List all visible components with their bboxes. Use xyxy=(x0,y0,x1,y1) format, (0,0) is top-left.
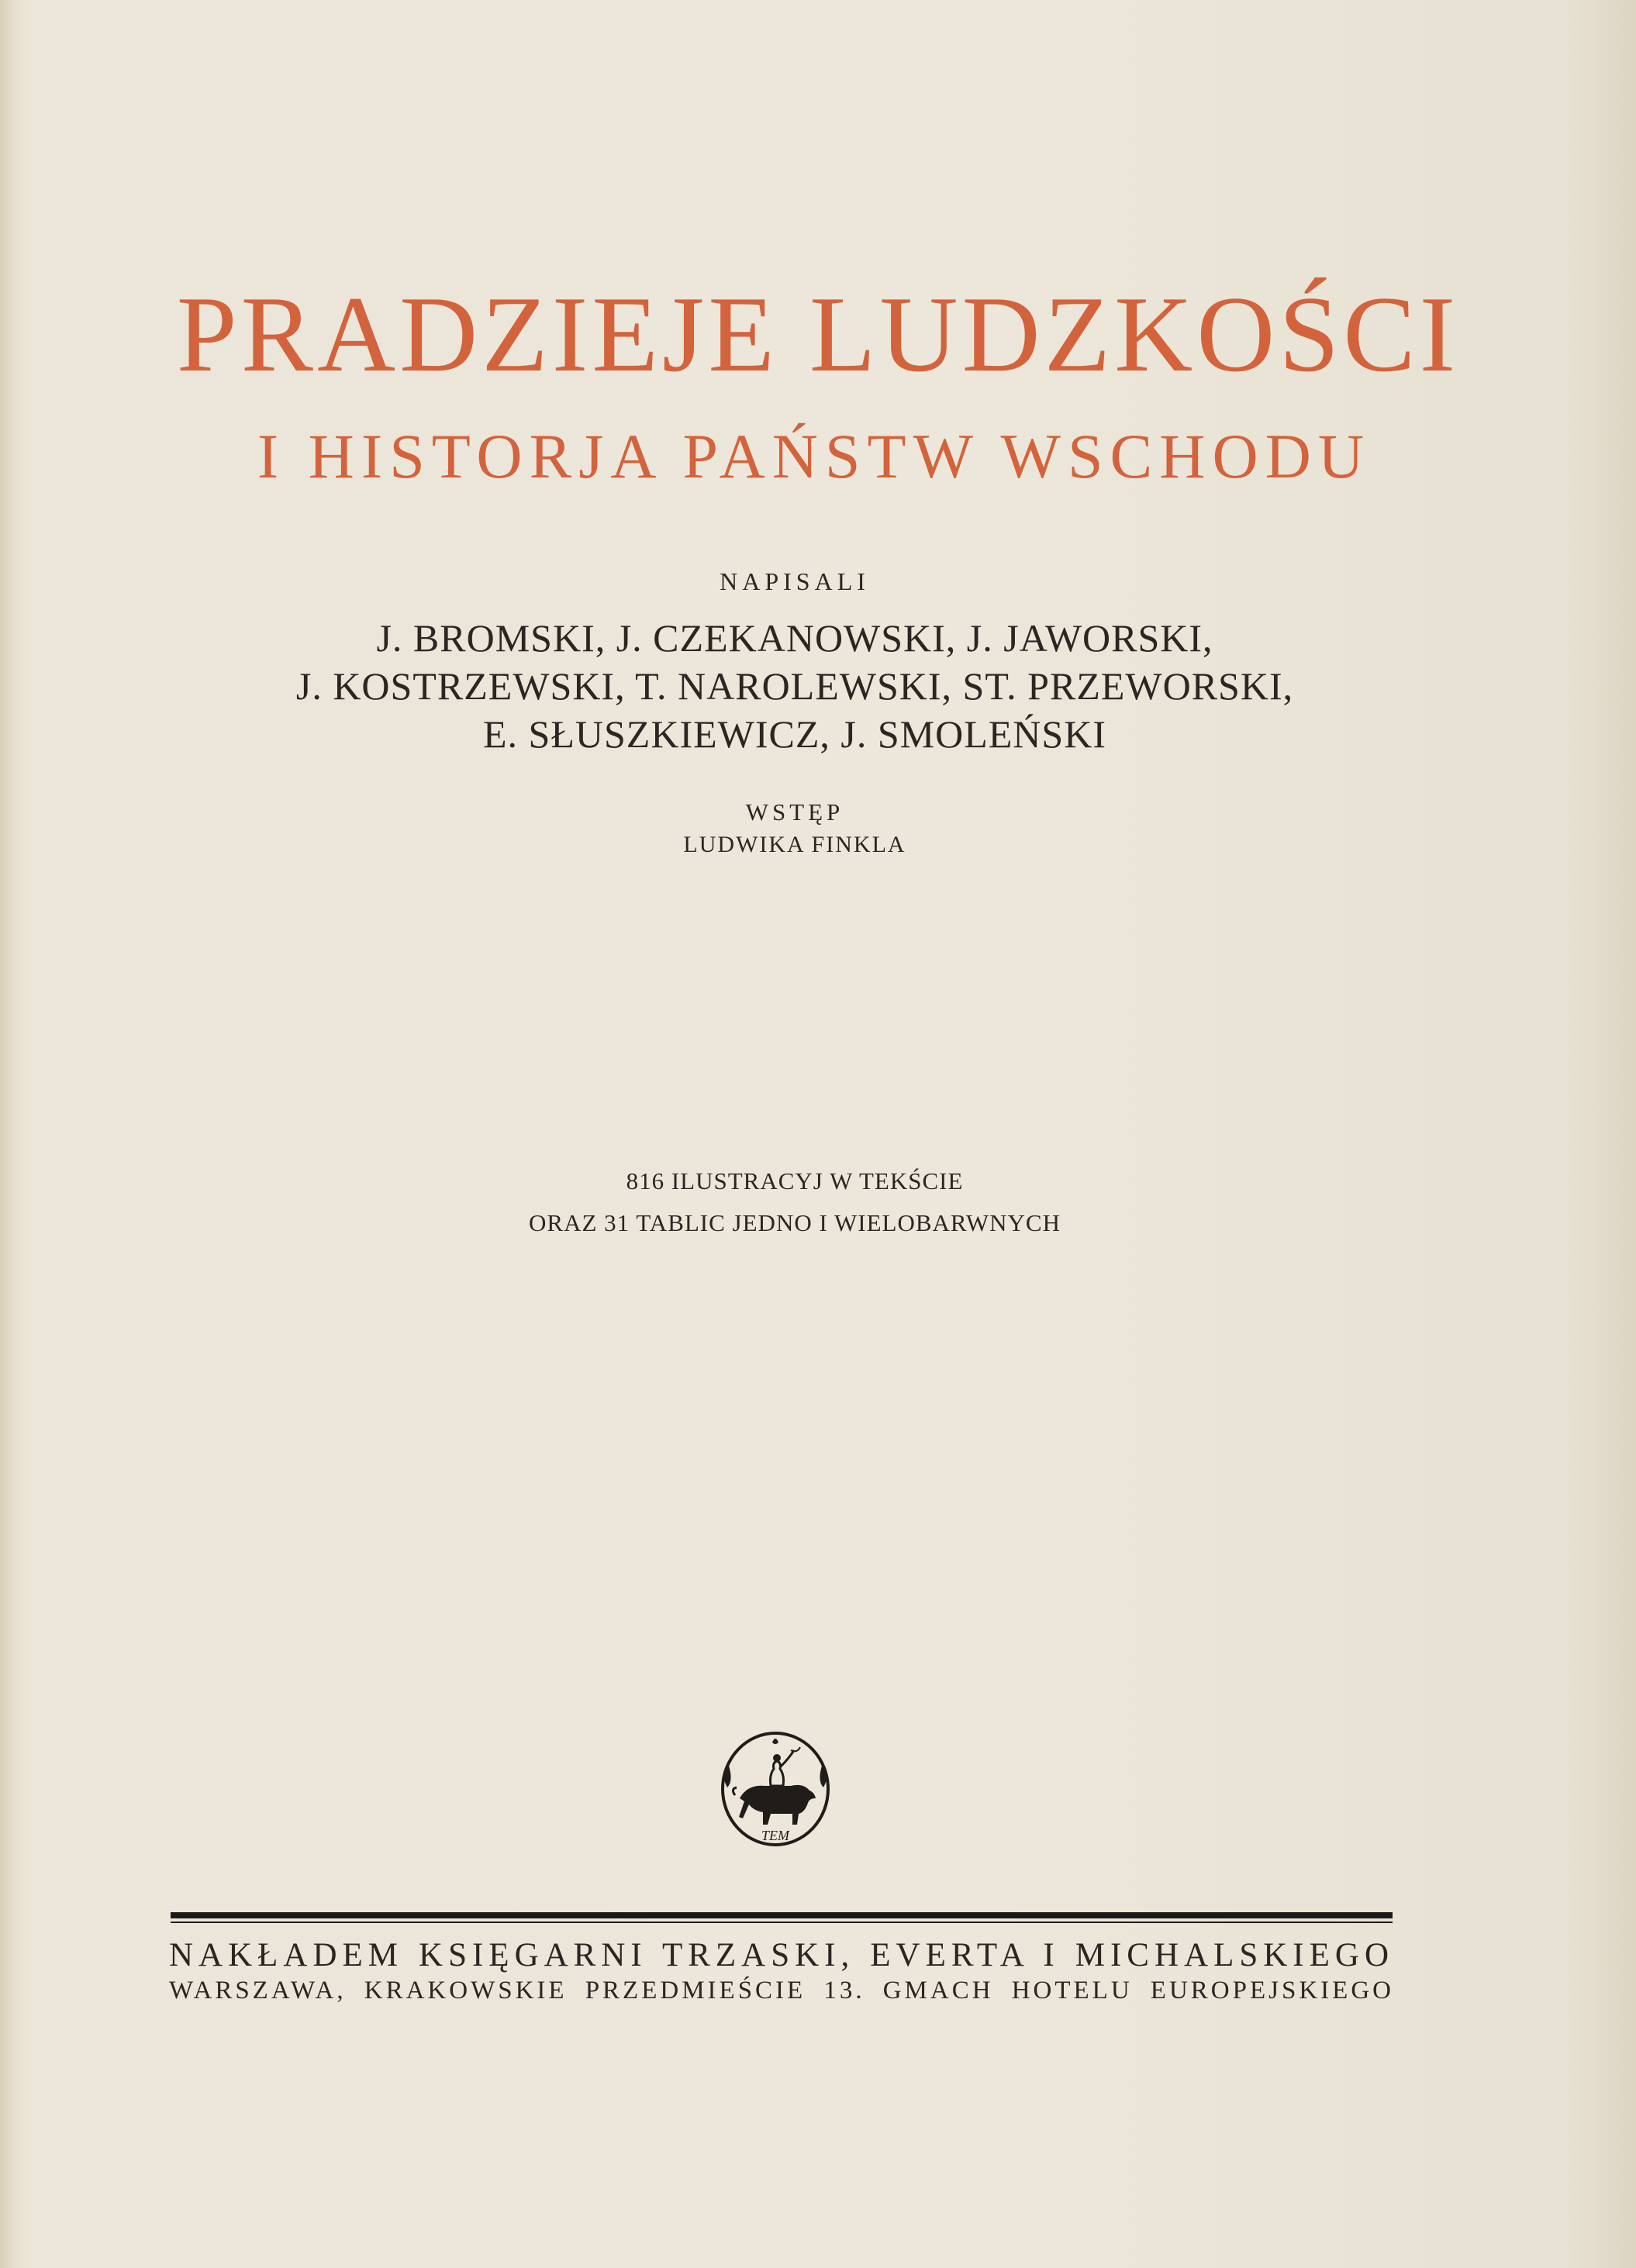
imprint-address: WARSZAWA, KRAKOWSKIE PRZEDMIEŚCIE 13. GMACH HOTELU EUROPEJSKIEGO xyxy=(169,1977,1394,2004)
authors-line: J. BROMSKI, J. CZEKANOWSKI, J. JAWORSKI, xyxy=(376,616,1213,660)
authors-intro: NAPISALI xyxy=(720,567,870,595)
authors-line: E. SŁUSZKIEWICZ, J. SMOLEŃSKI xyxy=(483,712,1106,756)
europa-on-bull-emblem-icon xyxy=(713,1727,837,1851)
authors-list xyxy=(0,614,1613,758)
book-title-line-2: I HISTORJA PAŃSTW WSCHODU xyxy=(257,421,1372,491)
divider-thick xyxy=(171,1912,1393,1918)
publisher-monogram: TEM xyxy=(761,1828,789,1843)
illustrations-line: ORAZ 31 TABLIC JEDNO I WIELOBARWNYCH xyxy=(529,1209,1061,1236)
illustrations-note xyxy=(0,1160,1613,1244)
authors-line: J. KOSTRZEWSKI, T. NAROLEWSKI, ST. PRZEWORSKI, xyxy=(295,664,1294,708)
introduction-label: WSTĘP xyxy=(745,798,844,826)
illustrations-line: 816 ILUSTRACYJ W TEKŚCIE xyxy=(626,1167,964,1194)
divider-thin xyxy=(171,1922,1393,1923)
introduction-author: LUDWIKA FINKLA xyxy=(683,832,906,857)
imprint-publisher: NAKŁADEM KSIĘGARNI TRZASKI, EVERTA I MICHALSKIEGO xyxy=(169,1937,1394,1973)
book-title-line-1: PRADZIEJE LUDZKOŚCI xyxy=(176,274,1460,395)
